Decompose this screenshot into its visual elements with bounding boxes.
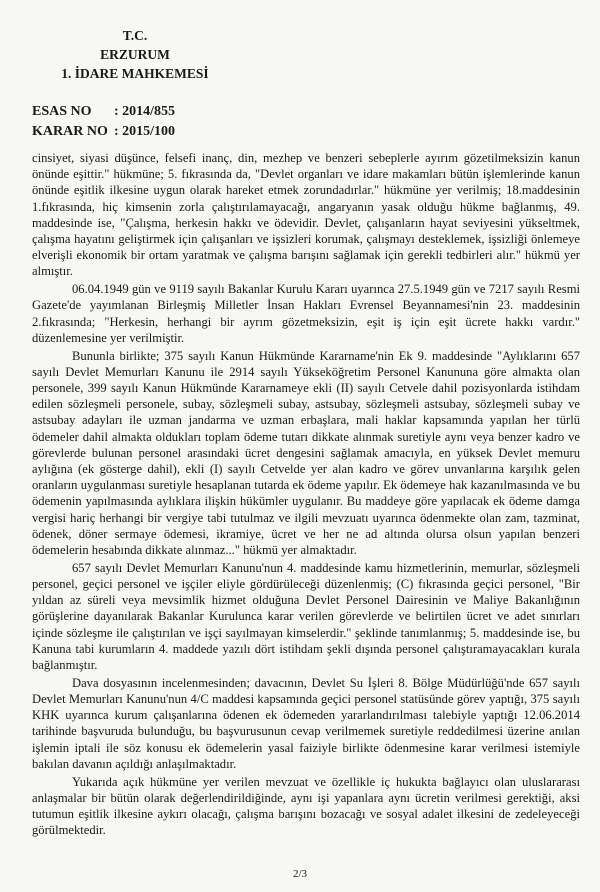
paragraph-4: 657 sayılı Devlet Memurları Kanunu'nun 4. maddesinde kamu hizmetlerinin, memurlar, sözleşmeli personel, geçici personel ve işçiler eliyle gördürüleceği düzenlenmiş; (C) fıkrasında geçici personel, "Bir yıldan az süreli veya mevsimlik hizmet olduğuna Devlet Personel Dairesinin ve Maliye Bakanlığının görüşlerine dayanılarak Bakanlar Kurulunca karar verilen görevlerde ve belirtilen ücret ve adet sınırları içinde sözleşme ile çalıştırılan ve işçi sayılmayan kimselerdir." şeklinde tanımlanmış; 5. maddesinde ise, bu Kanuna tabi kurumların 4. maddede yazılı dört istihdam şekli dışında personel çalıştıramayacakları kurala bağlanmıştır.	[32, 560, 580, 673]
karar-row	[32, 122, 175, 142]
page-number: 2/3	[292, 868, 308, 880]
header-city: ERZURUM	[100, 47, 170, 62]
karar-value: : 2015/100	[114, 124, 176, 139]
esas-row	[32, 102, 175, 122]
paragraph-1: cinsiyet, siyasi düşünce, felsefi inanç, din, mezhep ve benzeri sebeplerle ayırım gözetilmeksizin kanun önünde eşittir." hükmüne; 5. fıkrasında da, "Devlet organları ve idare makamları bütün işlemlerinde kanun önünde eşitlik ilkesine uygun olarak hareket etmek zorundadırlar." hükmüne yer verilmiş; 18.maddesinin 1.fıkrasında, hiç kimsenin zorla çalıştırılamayacağı, angaryanın yasak olduğu hükme bağlanmış, 49. maddesinde ise, "Çalışma, herkesin hakkı ve ödevidir. Devlet, çalışanların hayat seviyesini yükseltmek, çalışma hayatını geliştirmek için çalışanları ve işsizleri korumak, çalışmayı desteklemek, işsizliği önlemeye elverişli ekonomik bir ortam yaratmak ve çalışma barışını sağlamak için gerekli tedbirleri alır." hükmü yer almıştır.	[32, 151, 580, 279]
document-body	[32, 150, 580, 840]
court-header	[40, 26, 230, 83]
karar-label: KARAR NO	[32, 124, 108, 139]
esas-value: : 2014/855	[114, 104, 176, 119]
case-info	[32, 102, 175, 142]
header-tc: T.C.	[122, 28, 148, 43]
paragraph-2: 06.04.1949 gün ve 9119 sayılı Bakanlar Kurulu Kararı uyarınca 27.5.1949 gün ve 7217 sayılı Resmi Gazete'de yayımlanan Birleşmiş Milletler İnsan Hakları Evrensel Beyannamesi'nin 23. maddesinin 2.fıkrasında; "Herkesin, herhangi bir ayrım gözetmeksizin, eşit iş için eşit ücrete hakkı vardır." düzenlemesine yer verilmiştir.	[32, 282, 580, 345]
paragraph-6: Yukarıda açık hükmüne yer verilen mevzuat ve özellikle iç hukukta bağlayıcı olan uluslararası anlaşmalar bir bütün olarak değerlendirildiğinde, aynı işi yapanlara aynı ücretin verilmesi gerektiği, aksi tutumun eşitlik ilkesine aykırı olacağı, çalışma barışını bozacağı ve sosyal adalet ilkesini de zedeleyeceği görülmektedir.	[32, 774, 580, 838]
header-court-name: 1. İDARE MAHKEMESİ	[61, 66, 209, 81]
paragraph-3: Bununla birlikte; 375 sayılı Kanun Hükmünde Kararname'nin Ek 9. maddesinde "Aylıklarını 657 sayılı Devlet Memurları Kanunu ile 2914 sayılı Yükseköğretim Personel Kanununa göre almakta olan personele, 399 sayılı Kanun Hükmünde Kararnameye ekli (II) sayılı Cetvele dahil pozisyonlarda istihdam edilen sözleşmeli personele, subay, sözleşmeli subay, astsubay, sözleşmeli astsubay, sözleşmeli subay ve astsubay adayları ile uzman jandarma ve uzman erbaşlara, mali haklar kapsamında yapılan her türlü ödemeler dahil almakta oldukları toplam ödeme tutarı dikkate alınmak suretiyle aynı veya benzer kadro ve görevlerde bulunan personel arasındaki ücret dengesini sağlamak amacıyla, en yüksek Devlet memuru aylığına (ek gösterge dahil), ekli (I) sayılı Cetvelde yer alan kadro ve görev unvanlarına karşılık gelen oranların uygulanması suretiyle hesaplanan tutarda ek ödeme yapılır. Ek ödemeye hak kazanılmasında ve bu ödemenin yapılmasında aylıklara ilişkin hükümler uygulanır. Bu maddeye göre yapılacak ek ödeme damga vergisi hariç herhangi bir vergiye tabi tutulmaz ve ilgili mevzuatı uyarınca ödenmekte olan zam, tazminat, ödenek, döner sermaye ödemesi, ikramiye, ücret ve her ne ad altında olursa olsun yapılan benzeri ödemelerin hesabında dikkate alınmaz..." hükmü yer almaktadır.	[32, 348, 580, 558]
esas-label: ESAS NO	[32, 104, 92, 119]
paragraph-5: Dava dosyasının incelenmesinden; davacının, Devlet Su İşleri 8. Bölge Müdürlüğü'nde 657 sayılı Devlet Memurları Kanunu'nun 4/C maddesi kapsamında geçici personel statüsünde görev yaptığı, 375 sayılı KHK uyarınca kurum çalışanlarına ödenen ek ödemeden yararlandırılması talebiyle yaptığı 12.06.2014 tarihinde başvuruda bulunduğu, bu başvurusunun cevap verilmemek suretiyle reddedilmesi üzerine anılan işlemin iptali ile söz konusu ek ödemelerin yasal faiziyle birlikte ödenmesine karar verilmesi istemiyle bakılan davanın açıldığı anlaşılmaktadır.	[32, 675, 580, 771]
